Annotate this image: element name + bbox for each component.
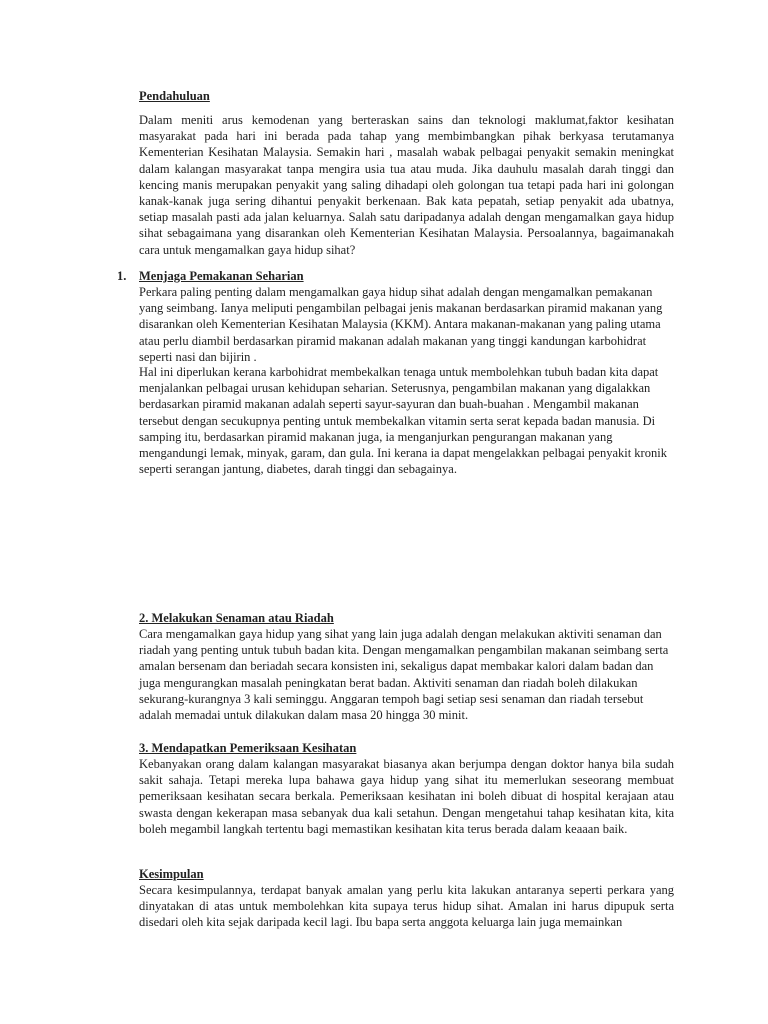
section-2-heading: 2. Melakukan Senaman atau Riadah bbox=[139, 611, 334, 625]
section-1-paragraph-2: Hal ini diperlukan kerana karbohidrat membekalkan tenaga untuk membolehkan tubuh badan kita dapat menjalankan pelbagai urusan kehidupan seharian. Seterusnya, pengambilan makanan yang digalakkan berdasarkan piramid makanan adalah seperti sayur-sayuran dan buah-buahan . Mengambil makanan tersebut dengan secukupnya penting untuk membekalkan vitamin serta serat kepada badan manusia. Di samping itu, berdasarkan piramid makanan juga, ia menganjurkan pengurangan makanan yang mengandungi lemak, minyak, garam, dan gula. Ini kerana ia dapat mengelakkan pelbagai penyakit kronik seperti serangan jantung, diabetes, darah tinggi dan sebagainya. bbox=[139, 365, 667, 477]
intro-heading: Pendahuluan bbox=[139, 89, 210, 103]
section-1-heading: Menjaga Pemakanan Seharian bbox=[139, 269, 304, 283]
conclusion-heading: Kesimpulan bbox=[139, 867, 204, 881]
section-3-heading: 3. Mendapatkan Pemeriksaan Kesihatan bbox=[139, 741, 357, 755]
section-2-paragraph: Cara mengamalkan gaya hidup yang sihat yang lain juga adalah dengan melakukan aktiviti senaman dan riadah yang penting untuk tubuh badan kita. Dengan mengamalkan pengambilan makanan seimbang serta amalan bersenam dan beriadah secara konsisten ini, sekaligus dapat membakar kalori dalam badan dan juga mengurangkan masalah peningkatan berat badan. Aktiviti senaman dan riadah boleh dilakukan sekurang-kurangnya 3 kali seminggu. Anggaran tempoh bagi setiap sesi senaman dan riadah tersebut adalah memadai untuk dilakukan dalam masa 20 hingga 30 minit. bbox=[139, 627, 669, 723]
conclusion-paragraph: Secara kesimpulannya, terdapat banyak amalan yang perlu kita lakukan antaranya seperti perkara yang dinyatakan di atas untuk membolehkan kita supaya terus hidup sihat. Amalan ini harus dipupuk serta disedari oleh kita sejak daripada kecil lagi. Ibu bapa serta anggota keluarga lain juga memainkan bbox=[139, 883, 674, 930]
intro-paragraph: Dalam meniti arus kemodenan yang berteraskan sains dan teknologi maklumat,faktor kesihatan masyarakat pada hari ini berada pada tahap yang membimbangkan pihak berkyasa terutamanya Kementerian Kesihatan Malaysia. Semakin hari , masalah wabak pelbagai penyakit semakin meningkat dalam kalangan masyarakat tanpa mengira usia tua atau muda. Jika dauhulu masalah darah tinggi dan kencing manis merupakan penyakit yang saling dihadapi oleh golongan tua tetapi pada hari ini golongan kanak-kanak juga sering dihantui penyakit berkenaan. Bak kata pepatah, setiap penyakit ada ubatnya, setiap masalah pasti ada jalan keluarnya. Salah satu daripadanya adalah dengan mengamalkan gaya hidup sihat sebagaimana yang disarankan oleh Kementerian Kesihatan Malaysia. Persoalannya, bagaimanakah cara untuk mengamalkan gaya hidup sihat? bbox=[139, 113, 674, 257]
section-1-number: 1. bbox=[117, 269, 127, 283]
section-1-paragraph-1: Perkara paling penting dalam mengamalkan gaya hidup sihat adalah dengan mengamalkan pemakanan yang seimbang. Ianya meliputi pengambilan pelbagai jenis makanan berdasarkan piramid makanan yang disarankan oleh Kementerian Kesihatan Malaysia (KKM). Antara makanan-makanan yang paling utama atau perlu diambil berdasarkan piramid makanan adalah makanan yang tinggi kandungan karbohidrat seperti nasi dan bijirin . bbox=[139, 285, 663, 364]
section-3-paragraph: Kebanyakan orang dalam kalangan masyarakat biasanya akan berjumpa dengan doktor hanya bila sudah sakit sahaja. Tetapi mereka lupa bahawa gaya hidup yang sihat itu memerlukan seseorang membuat pemeriksaan kesihatan secara berkala. Pemeriksaan kesihatan ini boleh dibuat di hospital kerajaan atau swasta dengan kekerapan masa sebanyak dua kali setahun. Dengan mengetahui tahap kesihatan kita, kita boleh megambil langkah tertentu bagi memastikan kesihatan kita terus berada dalam keaaan baik. bbox=[139, 757, 674, 836]
